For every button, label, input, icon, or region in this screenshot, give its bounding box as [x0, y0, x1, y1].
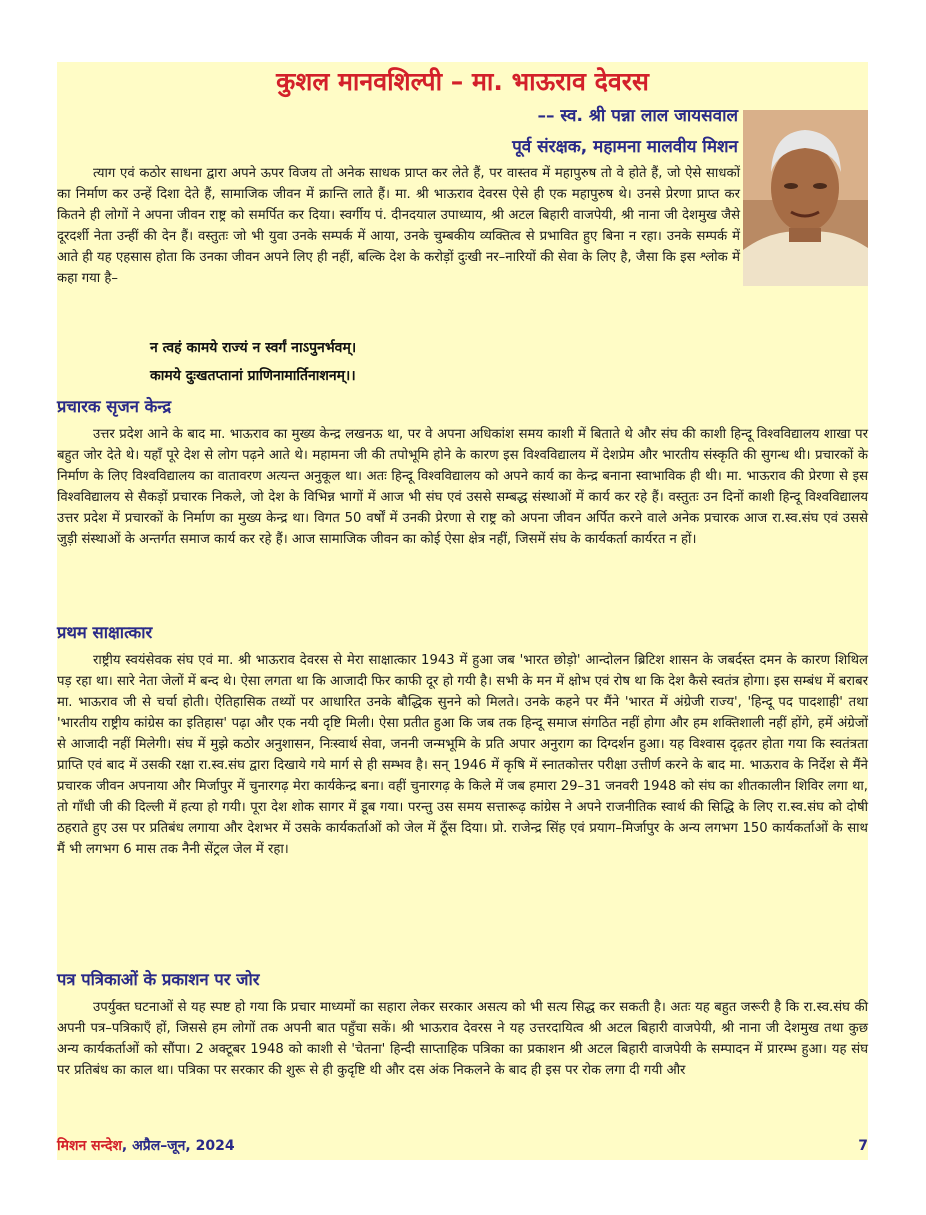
- section-paragraph-pracharak: उत्तर प्रदेश आने के बाद मा. भाऊराव का मुख्य केन्द्र लखनऊ था, पर वे अपना अधिकांश समय काशी में बिताते थे और संघ की काशी हिन्दू विश्वविद्यालय शाखा पर बहुत जोर देते थे। यहाँ पूरे देश से लोग पढ़ने आते थे। महामना जी की तपोभूमि होने के कारण इस विश्वविद्यालय में देशप्रेम और भारतीय संस्कृति की सुगन्ध थी। प्रचारकों के निर्माण के लिए विश्वविद्यालय का वातावरण अत्यन्त अनुकूल था। अतः हिन्दू विश्वविद्यालय को अपने कार्य का केन्द्र बनाना स्वाभाविक ही थी। मा. भाऊराव की प्रेरणा से इस विश्वविद्यालय से सैकड़ों प्रचारक निकले, जो देश के विभिन्न भागों में आज भी संघ एवं उससे सम्बद्ध संस्थाओं में कार्य कर रहे हैं। वस्तुतः उन दिनों काशी हिन्दू विश्वविद्यालय उत्तर प्रदेश में प्रचारकों के निर्माण का मुख्य केन्द्र था। विगत 50 वर्षों में उनकी प्रेरणा से राष्ट्र को अपना जीवन अर्पित करने वाले अनेक प्रचारक आज रा.स्व.संघ एवं उससे जुड़ी संस्थाओं के अन्तर्गत समाज कार्य कर रहे हैं। आज सामाजिक जीवन का कोई ऐसा क्षेत्र नहीं, जिसमें संघ के कार्यकर्ता कार्यरत न हों।: [57, 427, 868, 547]
- section-paragraph-sakshatkar: राष्ट्रीय स्वयंसेवक संघ एवं मा. श्री भाऊराव देवरस से मेरा साक्षात्कार 1943 में हुआ जब 'भारत छोड़ो' आन्दोलन ब्रिटिश शासन के जबर्दस्त दमन के कारण शिथिल पड़ रहा था। सारे नेता जेलों में बन्द थे। ऐसा लगता था कि आजादी फिर काफी दूर हो गयी है। सभी के मन में क्षोभ एवं रोष था कि देश कैसे स्वतंत्र होगा। इस सम्बंध में बराबर मा. भाऊराव जी से चर्चा होती। ऐतिहासिक तथ्यों पर आधारित उनके बौद्धिक सुनने को मिलते। उनके कहने पर मैंने 'भारत में अंग्रेजी राज्य', 'हिन्दू पद पादशाही' तथा 'भारतीय राष्ट्रीय कांग्रेस का इतिहास' पढ़ा और एक नयी दृष्टि मिली। ऐसा प्रतीत हुआ कि जब तक हिन्दू समाज संगठित नहीं होगा और हम शक्तिशाली नहीं होंगे, हमें अंग्रेजों से आजादी नहीं मिलेगी। संघ में मुझे कठोर अनुशासन, निःस्वार्थ सेवा, जननी जन्मभूमि के प्रति अपार अनुराग का दिग्दर्शन हुआ। यह विश्वास दृढ़तर होता गया कि स्वतंत्रता प्राप्ति एवं बाद में उसकी रक्षा रा.स्व.संघ द्वारा दिखाये गये मार्ग से ही सम्भव है। सन् 1946 में कृषि में स्नातकोत्तर परीक्षा उत्तीर्ण करने के बाद मा. भाऊराव के निर्देश से मैंने प्रचारक जीवन अपनाया और मिर्जापुर में चुनारगढ़ मेरा कार्यकेन्द्र बना। वहीं चुनारगढ़ के किले में जब हमारा 29–31 जनवरी 1948 को संघ का शीतकालीन शिविर लगा था, तो गाँधी जी की दिल्ली में हत्या हो गयी। पूरा देश शोक सागर में डूब गया। परन्तु उस समय सत्तारूढ़ कांग्रेस ने अपने राजनीतिक स्वार्थ की सिद्धि के लिए रा.स्व.संघ को दोषी ठहराते हुए उस पर प्रतिबंध लगाया और देशभर में उसके कार्यकर्ताओं को जेल में ठूँस दिया। प्रो. राजेन्द्र सिंह एवं प्रयाग–मिर्जापुर के अन्य लगभग 150 कार्यकर्ताओं के साथ मैं भी लगभग 6 मास तक नैनी सेंट्रल जेल में रहा।: [57, 653, 868, 857]
- page-number: 7: [858, 1138, 868, 1154]
- shloka-line-2: कामये दुःखतप्तानां प्राणिनामार्तिनाशनम्।।: [150, 368, 356, 384]
- page-footer: [57, 1135, 868, 1157]
- section-heading-sakshatkar: प्रथम साक्षात्कार: [57, 623, 153, 642]
- section-heading-patrika: पत्र पत्रिकाओं के प्रकाशन पर जोर: [57, 970, 260, 989]
- intro-paragraph: त्याग एवं कठोर साधना द्वारा अपने ऊपर विजय तो अनेक साधक प्राप्त कर लेते हैं, पर वास्तव में महापुरुष तो वे होते हैं, जो ऐसे साधकों का निर्माण कर उन्हें दिशा देते हैं, सामाजिक जीवन में क्रान्ति लाते हैं। मा. श्री भाऊराव देवरस ऐसे ही एक महापुरुष थे। उनसे प्रेरणा प्राप्त कर कितने ही लोगों ने अपना जीवन राष्ट्र को समर्पित कर दिया। स्वर्गीय पं. दीनदयाल उपाध्याय, श्री अटल बिहारी वाजपेयी, श्री नाना जी देशमुख जैसे दूरदर्शी नेता उन्हीं की देन हैं। वस्तुतः जो भी युवा उनके सम्पर्क में आया, उनके चुम्बकीय व्यक्तित्व से प्रभावित हुए बिना न रहा। उनके सम्पर्क में आते ही यह एहसास होता कि उनका जीवन अपने लिए ही नहीं, बल्कि देश के करोड़ों दुःखी नर–नारियों की सेवा के लिए है, जैसा कि इस श्लोक में कहा गया है–: [57, 166, 740, 286]
- article-title: कुशल मानवशिल्पी – मा. भाऊराव देवरस: [276, 67, 649, 96]
- section-paragraph-patrika: उपर्युक्त घटनाओं से यह स्पष्ट हो गया कि प्रचार माध्यमों का सहारा लेकर सरकार असत्य को भी सत्य सिद्ध कर सकती है। अतः यह बहुत जरूरी है कि रा.स्व.संघ की अपनी पत्र–पत्रिकाएँ हों, जिससे हम लोगों तक अपनी बात पहुँचा सकें। श्री भाऊराव देवरस ने यह उत्तरदायित्व श्री अटल बिहारी वाजपेयी, श्री नाना जी देशमुख तथा कुछ अन्य कार्यकर्ताओं को सौंपा। 2 अक्टूबर 1948 को काशी से 'चेतना' हिन्दी साप्ताहिक पत्रिका का प्रकाशन श्री अटल बिहारी वाजपेयी के सम्पादन में प्रारम्भ हुआ। यह संघ पर प्रतिबंध का काल था। पत्रिका पर सरकार की शुरू से ही कुदृष्टि थी और दस अंक निकलने के बाद ही इस पर रोक लगा दी गयी और: [57, 1000, 868, 1078]
- author-byline: –– स्व. श्री पन्ना लाल जायसवाल: [537, 106, 738, 126]
- footer-issue-date: , अप्रैल–जून, 2024: [121, 1138, 235, 1154]
- footer-magazine-name: मिशन सन्देश: [57, 1138, 122, 1154]
- shloka-line-1: न त्वहं कामये राज्यं न स्वर्गं नाऽपुनर्भवम्।: [150, 340, 357, 356]
- portrait-photo: [743, 110, 868, 286]
- author-role: पूर्व संरक्षक, महामना मालवीय मिशन: [512, 137, 738, 157]
- section-heading-pracharak: प्रचारक सृजन केन्द्र: [57, 397, 172, 416]
- page: [57, 62, 868, 1160]
